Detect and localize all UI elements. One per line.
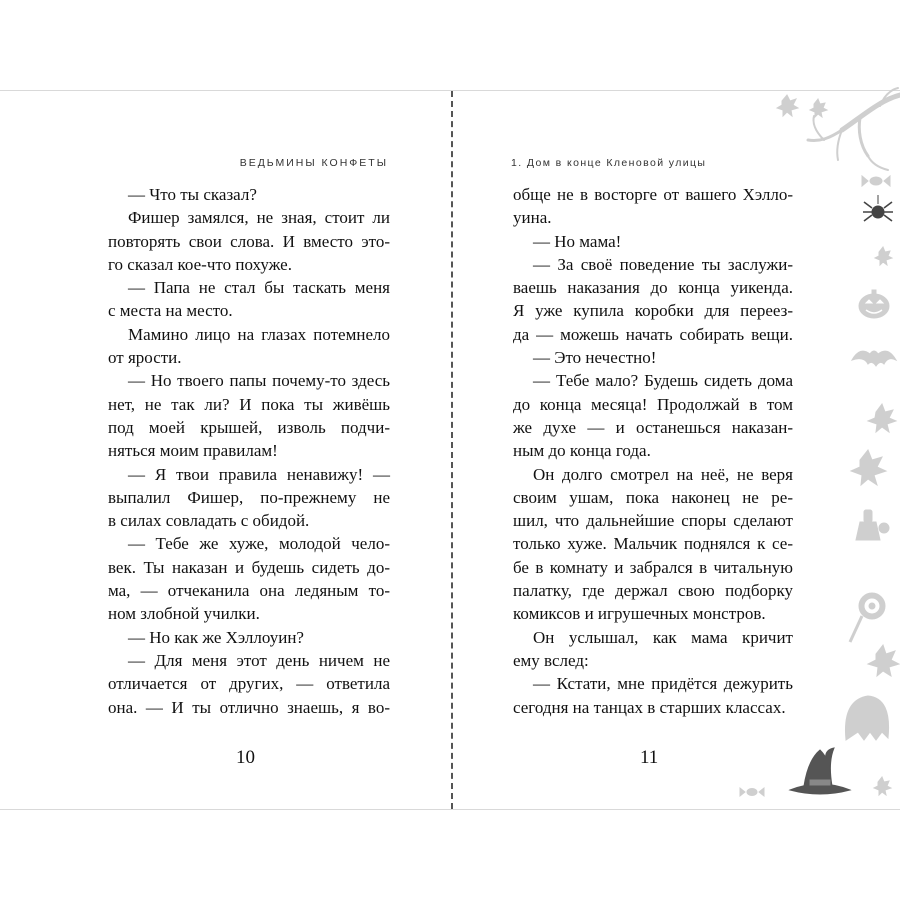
text-line: ма, — отчеканила она ледяным то-	[108, 581, 390, 601]
right-page-text	[513, 183, 793, 719]
right-page	[453, 91, 900, 809]
text-line: уина.	[513, 208, 552, 228]
text-line: только хуже. Мальчик поднялся к се-	[513, 534, 793, 554]
text-line: своим ушам, пока наконец не ре-	[513, 487, 793, 507]
text-line: ваешь наказания до конца уикенда.	[513, 278, 793, 298]
text-line: — Для меня этот день ничем не	[128, 650, 390, 670]
text-line: го сказал кое-что похуже.	[108, 254, 292, 274]
running-header-left: ВЕДЬМИНЫ КОНФЕТЫ	[239, 157, 388, 169]
text-line: век. Ты наказан и будешь сидеть до-	[108, 557, 390, 577]
left-page	[0, 91, 450, 809]
text-line: нет, не так ли? И пока ты живёшь	[108, 394, 390, 414]
text-line: в силах совладать с обидой.	[108, 511, 310, 531]
running-header-right: 1. Дом в конце Кленовой улицы	[511, 157, 707, 169]
text-line: — Тебе же хуже, молодой чело-	[128, 534, 390, 554]
text-line: повторять свои слова. И вместо это-	[108, 231, 390, 251]
text-line: — Но твоего папы почему-то здесь	[128, 371, 390, 391]
text-line: с места на место.	[108, 301, 233, 321]
text-line: комиксов и игрушечных монстров.	[513, 604, 766, 624]
text-line: Он услышал, как мама кричит	[533, 627, 793, 647]
text-line: — Тебе мало? Будешь сидеть дома	[533, 371, 793, 391]
text-line: палатку, где держал свою подборку	[513, 581, 793, 601]
text-line: — Папа не стал бы таскать меня	[128, 278, 390, 298]
text-line: Фишер замялся, не зная, стоит ли	[128, 208, 390, 228]
text-line: шил, что дальнейшие споры сделают	[513, 511, 793, 531]
page-number-right: 11	[640, 747, 659, 768]
text-line: сегодня на танцах в старших классах.	[513, 697, 786, 717]
text-line: же духе — и останешься наказан-	[513, 417, 793, 437]
text-line: отличается от других, — ответила	[108, 674, 390, 694]
text-line: Мамино лицо на глазах потемнело	[128, 324, 390, 344]
text-line: Я уже купила коробки для переез-	[513, 301, 793, 321]
text-line: Он долго смотрел на неё, не веря	[533, 464, 793, 484]
text-line: бе в комнату и забрался в читальную	[513, 557, 793, 577]
text-line: — Но мама!	[533, 231, 622, 251]
text-line: — Но как же Хэллоуин?	[128, 627, 304, 647]
text-line: — За своё поведение ты заслужи-	[533, 254, 793, 274]
text-line: она. — И ты отлично знаешь, я во-	[108, 697, 390, 717]
text-line: ему вслед:	[513, 650, 589, 670]
left-page-text	[108, 183, 390, 719]
text-line: да — можешь начать собирать вещи.	[513, 324, 793, 344]
text-line: обще не в восторге от вашего Хэлло-	[513, 185, 793, 204]
text-line: — Что ты сказал?	[128, 185, 257, 204]
text-line: — Я твои правила ненавижу! —	[128, 464, 390, 484]
text-line: выпалил Фишер, по-прежнему не	[108, 487, 390, 507]
book-spread	[0, 90, 900, 810]
text-line: — Кстати, мне придётся дежурить	[533, 674, 793, 694]
text-line: от ярости.	[108, 348, 182, 368]
text-line: няться моим правилам!	[108, 441, 278, 461]
text-line: ном злобной училки.	[108, 604, 260, 624]
page-number-left: 10	[236, 747, 255, 768]
text-line: под моей крышей, изволь подчи-	[108, 417, 390, 437]
text-line: до конца месяца! Продолжай в том	[513, 394, 793, 414]
text-line: — Это нечестно!	[533, 348, 657, 368]
text-line: ным до конца года.	[513, 441, 651, 461]
